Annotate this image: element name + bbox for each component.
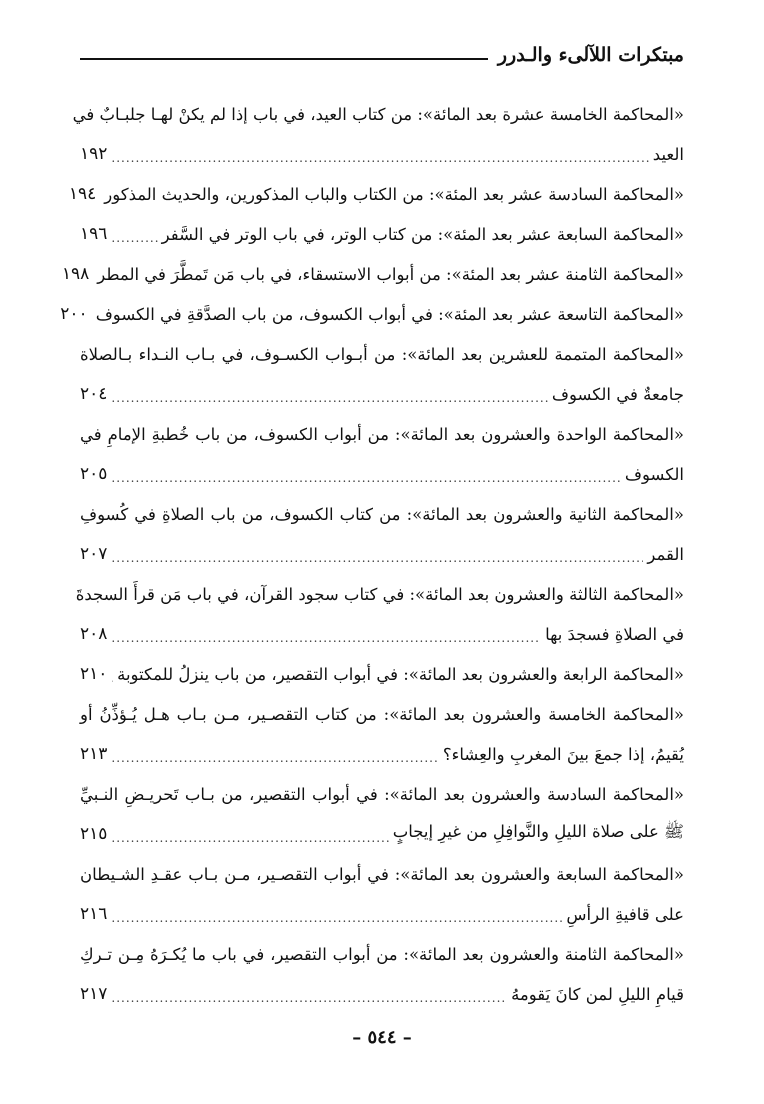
entry-page-number: ٢١٣ bbox=[80, 744, 108, 764]
table-of-contents bbox=[60, 94, 684, 1014]
entry-text: العيد bbox=[652, 144, 684, 164]
entry-text: «المحاكمة الخامسة عشرة بعد المائة»: من كتاب العيد، في باب إذا لم يكنْ لهـا جلبـابٌ في bbox=[72, 104, 684, 124]
entry-page-number: ٢٠٠ bbox=[60, 304, 88, 324]
entry-text: جامعةٌ في الكسوف bbox=[551, 384, 684, 404]
entry-page-number: ٢١٦ bbox=[80, 904, 108, 924]
entry-text: الكسوف bbox=[624, 464, 684, 484]
entry-text: «المحاكمة التاسعة عشر بعد المئة»: في أبواب الكسوف، من باب الصدَّقةِ في الكسوف bbox=[95, 304, 684, 324]
entry-page-number: ١٩٨ bbox=[61, 264, 90, 284]
entry-text: «المحاكمة الثالثة والعشرون بعد المائة»: في كتاب سجود القرآن، في باب مَن قرأَ السجدةَ bbox=[75, 584, 684, 604]
entry-page-number: ٢٠٥ bbox=[80, 464, 108, 484]
dot-leader bbox=[111, 671, 113, 685]
entry-page-number: ٢٠٤ bbox=[80, 384, 108, 404]
entry-text: «المحاكمة السادسة عشر بعد المئة»: من الكتاب والباب المذكورين، والحديث المذكور bbox=[104, 184, 684, 204]
entry-text: «المحاكمة الثامنة والعشرون بعد المائة»: من أبواب التقصير، في باب ما يُكـرَهُ مِـن تـركِ bbox=[80, 944, 684, 964]
entry-page-number: ٢٠٨ bbox=[80, 624, 108, 644]
toc-entry bbox=[80, 214, 684, 254]
entry-text: ﷺ على صلاة الليلِ والنَّوافِلِ من غيرِ إيجابٍ bbox=[392, 822, 684, 841]
toc-entry bbox=[80, 414, 684, 494]
entry-text: «المحاكمة السادسة والعشرون بعد المائة»: في أبواب التقصير، من بـاب تَحريـضِ النـبيِّ bbox=[80, 784, 684, 804]
entry-page-number: ٢١٥ bbox=[80, 824, 108, 844]
toc-entry bbox=[80, 334, 684, 414]
dot-leader bbox=[111, 751, 438, 765]
toc-entry bbox=[60, 294, 684, 334]
entry-page-number: ٢٠٧ bbox=[80, 544, 108, 564]
entry-text: «المحاكمة الخامسة والعشرون بعد المائة»: من كتاب التقصـير، مـن بـاب هـل يُـؤذِّنُ أو bbox=[80, 704, 684, 724]
entry-text: «المحاكمة الواحدة والعشرون بعد المائة»: من أبواب الكسوف، من باب خُطبةِ الإمامِ في bbox=[80, 424, 684, 444]
entry-text: في الصلاةِ فسجدَ بها bbox=[545, 624, 684, 644]
toc-entry bbox=[61, 254, 684, 294]
entry-text: «المحاكمة الثامنة عشر بعد المئة»: من أبواب الاستسقاء، في باب مَن تَمطَّرَ في المطر bbox=[97, 264, 684, 284]
toc-entry bbox=[80, 654, 684, 694]
toc-entry bbox=[80, 854, 684, 934]
dot-leader bbox=[111, 391, 548, 405]
running-title: مبتكرات اللآلىء والـدرر bbox=[497, 44, 684, 66]
dot-leader bbox=[111, 831, 388, 845]
entry-text: «المحاكمة الرابعة والعشرون بعد المائة»: في أبواب التقصير، من باب ينزلُ للمكتوبة bbox=[117, 664, 684, 684]
entry-text: قيامِ الليلِ لمن كانَ يَقومهُ bbox=[511, 984, 684, 1004]
toc-entry bbox=[80, 774, 684, 854]
entry-text: على قافيةِ الرأسِ bbox=[566, 904, 684, 924]
toc-entry bbox=[72, 94, 684, 174]
dot-leader bbox=[111, 231, 157, 245]
toc-entry bbox=[80, 494, 684, 574]
dot-leader bbox=[111, 911, 562, 925]
entry-page-number: ٢١٧ bbox=[80, 984, 108, 1004]
page-number: – ٥٤٤ – bbox=[352, 1027, 412, 1048]
header-rule bbox=[80, 58, 488, 60]
toc-entry bbox=[80, 934, 684, 1014]
toc-entry bbox=[75, 574, 684, 654]
toc-entry bbox=[68, 174, 684, 214]
entry-text: «المحاكمة السابعة عشر بعد المئة»: من كتاب الوتر، في باب الوتر في السَّفر bbox=[161, 224, 684, 244]
toc-entry bbox=[80, 694, 684, 774]
entry-text: «المحاكمة المتممة للعشرين بعد المائة»: من أبـواب الكسـوف، في بـاب النـداء بـالصلاة bbox=[80, 344, 684, 364]
dot-leader bbox=[111, 551, 643, 565]
entry-text: يُقيمُ، إذا جمعَ بينَ المغربِ والعِشاء؟ bbox=[442, 744, 684, 764]
dot-leader bbox=[111, 151, 648, 165]
entry-text: «المحاكمة السابعة والعشرون بعد المائة»: في أبواب التقصـير، مـن بـاب عقـدِ الشـيطان bbox=[80, 864, 684, 884]
page-header bbox=[80, 40, 684, 70]
dot-leader bbox=[111, 631, 541, 645]
dot-leader bbox=[111, 991, 507, 1005]
entry-page-number: ١٩٦ bbox=[80, 224, 108, 244]
entry-page-number: ٢١٠ bbox=[80, 664, 108, 684]
entry-text: «المحاكمة الثانية والعشرون بعد المائة»: من كتاب الكسوف، من باب الصلاةِ في كُسوفِ bbox=[80, 504, 684, 524]
dot-leader bbox=[111, 471, 621, 485]
entry-text: القمر bbox=[647, 544, 684, 564]
entry-page-number: ١٩٢ bbox=[80, 144, 108, 164]
entry-page-number: ١٩٤ bbox=[68, 184, 97, 204]
